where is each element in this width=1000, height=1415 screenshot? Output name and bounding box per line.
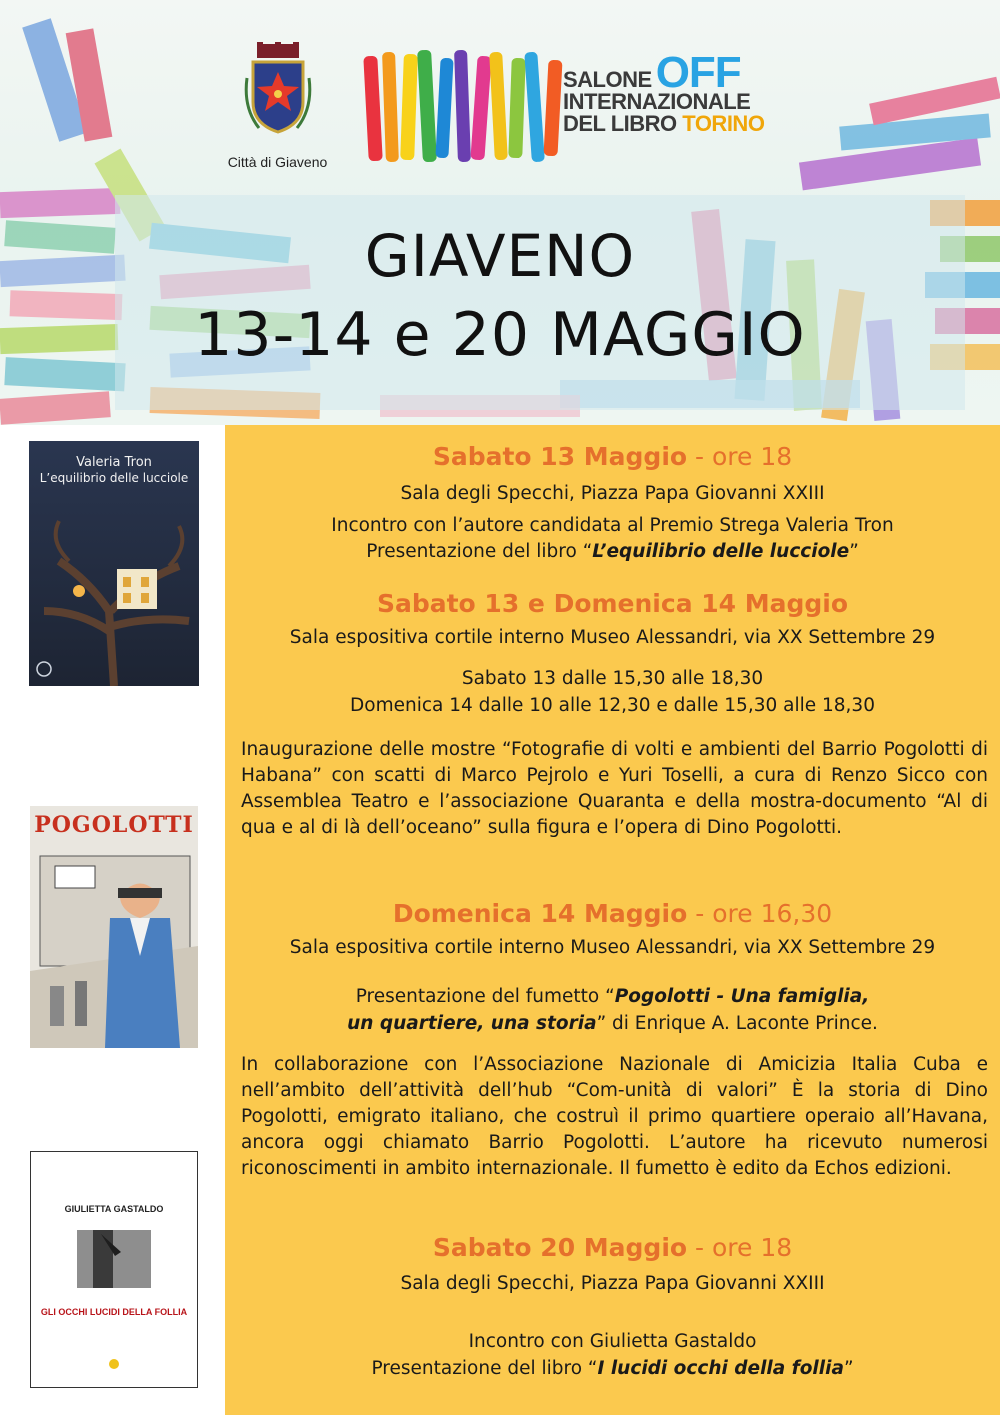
event1-time: - ore 18: [687, 442, 793, 471]
event1-day: Sabato 13 Maggio: [432, 442, 688, 471]
logo-internazionale: INTERNAZIONALE: [563, 89, 751, 114]
event4-heading: [225, 1233, 1000, 1262]
comic-man-icon: [30, 806, 198, 1048]
book-cover-pogolotti: [30, 806, 198, 1048]
book3-author: GIULIETTA GASTALDO: [64, 1204, 164, 1214]
event3-title-part1: Pogolotti - Una famiglia,: [614, 986, 870, 1007]
poster-dates: 13-14 e 20 MAGGIO: [194, 300, 806, 370]
poster-title: GIAVENO: [364, 222, 636, 290]
event1-book-title: L’equilibrio delle lucciole: [592, 541, 850, 562]
event3-line2: [225, 1013, 1000, 1034]
event1-place: Sala degli Specchi, Piazza Papa Giovanni XXIII: [400, 483, 825, 504]
event3-place: Sala espositiva cortile interno Museo Alessandri, via XX Settembre 29: [289, 937, 936, 958]
event3-line1-prefix: Presentazione del fumetto “: [355, 986, 615, 1007]
event2-day: Sabato 13 e Domenica 14 Maggio: [376, 589, 849, 618]
tree-house-icon: [29, 441, 199, 686]
event4-day: Sabato 20 Maggio: [432, 1233, 688, 1262]
logo-off: OFF: [655, 48, 741, 97]
event2-place: Sala espositiva cortile interno Museo Alessandri, via XX Settembre 29: [289, 627, 936, 648]
event4-book-title: I lucidi occhi della follia: [597, 1358, 844, 1379]
event3-description: In collaborazione con l’Associazione Nazionale di Amicizia Italia Cuba e nell’ambito dell’attività dell’hub “Com-unità di valori” È la storia di Dino Pogolotti, emigrato italiano, che costruì il primo quartiere operaio all’Havana, ancora oggi chiamato Barrio Pogolotti. L’autore ha ricevuto numerosi riconoscimenti in ambito internazionale. Il fumetto è edito da Echos edizioni.: [241, 1054, 988, 1179]
logo-torino: TORINO: [682, 111, 765, 136]
event4-line2: [225, 1358, 1000, 1379]
logo-salone: SALONE: [563, 67, 652, 92]
poster-header: [0, 0, 1000, 425]
event1-line2-prefix: Presentazione del libro “: [366, 541, 593, 562]
book1-title: L’equilibrio delle lucciole: [39, 471, 189, 485]
event4-time: - ore 18: [687, 1233, 793, 1262]
book3-title: GLI OCCHI LUCIDI DELLA FOLLIA: [40, 1307, 188, 1317]
event2-heading: [225, 589, 1000, 618]
event1-line2-suffix: ”: [849, 541, 859, 562]
event3-day: Domenica 14 Maggio: [392, 899, 688, 928]
coat-of-arms-icon: [243, 38, 313, 148]
event4-line1: Incontro con Giulietta Gastaldo: [468, 1331, 757, 1352]
event3-time: - ore 16,30: [687, 899, 833, 928]
book1-author: Valeria Tron: [76, 455, 152, 470]
event1-heading: [225, 442, 1000, 471]
event2-hours1: Sabato 13 dalle 15,30 alle 18,30: [461, 668, 764, 689]
event3-title-part2: un quartiere, una storia: [347, 1013, 597, 1034]
event4-line2-prefix: Presentazione del libro “: [371, 1358, 598, 1379]
event2-hours2: Domenica 14 dalle 10 alle 12,30 e dalle 15,30 alle 18,30: [350, 695, 875, 716]
salone-wordmark: [563, 48, 765, 136]
logo-del-libro: DEL LIBRO: [563, 111, 677, 136]
event4-place: Sala degli Specchi, Piazza Papa Giovanni XXIII: [400, 1273, 825, 1294]
event4-line2-suffix: ”: [843, 1358, 854, 1379]
event1-line2: [225, 541, 1000, 562]
book2-title: POGOLOTTI: [34, 812, 194, 838]
events-panel: [225, 425, 1000, 1415]
photo-silhouette-icon: [31, 1152, 197, 1387]
book-cover-lucciole: [29, 441, 199, 686]
book-cover-gastaldo: [30, 1151, 198, 1388]
event3-line2-suffix: ” di Enrique A. Laconte Prince.: [596, 1013, 878, 1034]
event1-line1: Incontro con l’autore candidata al Premio Strega Valeria Tron: [331, 515, 894, 536]
city-crest: [215, 38, 340, 170]
event3-line1: [225, 986, 1000, 1007]
event3-heading: [225, 899, 1000, 928]
city-caption: Città di Giaveno: [227, 154, 328, 170]
event2-description: Inaugurazione delle mostre “Fotografie di volti e ambienti del Barrio Pogolotti di Habana” con scatti di Marco Pejrolo e Yuri Toselli, a cura di Renzo Sicco con Assemblea Teatro e l’associazione Quaranta e della mostra-documento “Al di qua e al di là dell’oceano” sulla figura e l’opera di Dino Pogolotti.: [241, 739, 988, 838]
